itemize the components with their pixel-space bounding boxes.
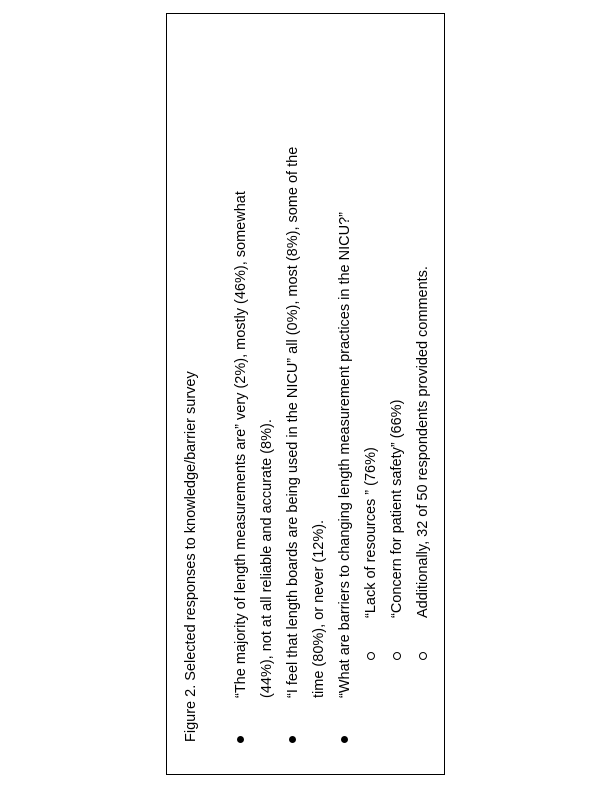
figure-title: Figure 2. Selected responses to knowledge/barrier survey: [183, 371, 199, 742]
hollow-bullet-icon: [419, 652, 427, 660]
response-item-barriers: [332, 30, 436, 750]
figure-content: [178, 30, 436, 750]
bullet-icon: [237, 736, 244, 743]
barrier-item-safety: [384, 30, 410, 698]
response-item-reliability: [228, 30, 280, 750]
bullet-icon: [289, 736, 296, 743]
barrier-item-resources: [358, 30, 384, 698]
response-text-line: “What are barriers to changing length measurement practices in the NICU?”: [337, 212, 353, 698]
barrier-text: “Concern for patient safety” (66%): [389, 399, 405, 618]
barrier-sublist: [358, 30, 436, 698]
bullet-icon: [341, 736, 348, 743]
response-list: [228, 30, 436, 750]
hollow-bullet-icon: [367, 652, 375, 660]
response-text-line: “The majority of length measurements are” very (2%), mostly (46%), somewhat: [233, 191, 249, 698]
response-text-line: time (80%), or never (12%).: [311, 519, 327, 698]
response-text-line: “I feel that length boards are being used in the NICU” all (0%), most (8%), some of the: [285, 146, 301, 698]
hollow-bullet-icon: [393, 652, 401, 660]
response-text-line: (44%), not at all reliable and accurate (8%).: [259, 419, 275, 698]
response-item-length-boards: [280, 30, 332, 750]
barrier-text: Additionally, 32 of 50 respondents provided comments.: [415, 266, 431, 618]
barrier-text: “Lack of resources ” (76%): [363, 447, 379, 618]
barrier-item-comments: [410, 30, 436, 698]
